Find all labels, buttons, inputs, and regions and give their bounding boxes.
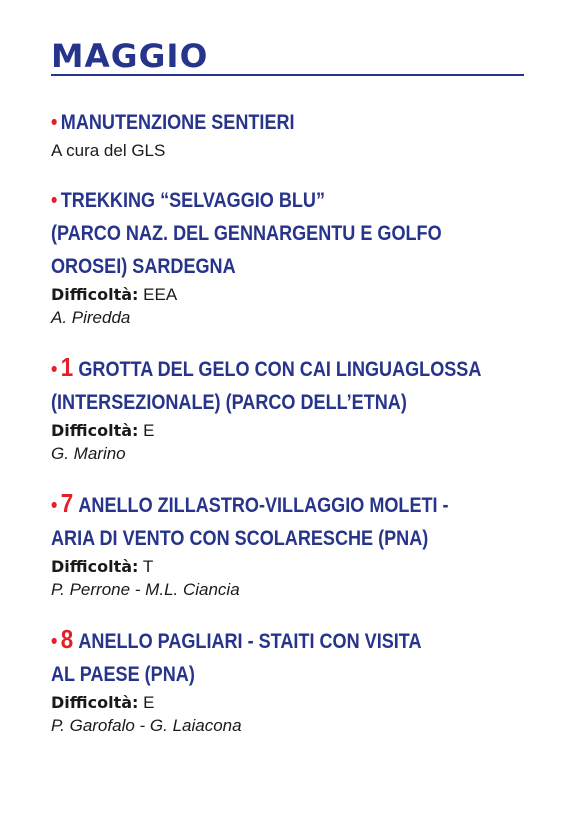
event-item [51,623,524,737]
bullet-icon: • [51,494,58,517]
event-title-text: TREKKING “SELVAGGIO BLU” [60,189,325,212]
difficulty-label: Difficoltà: [51,557,139,576]
event-title [51,351,533,419]
event-day: 8 [60,624,74,654]
difficulty-value: E [143,421,155,440]
event-title-line [51,487,533,522]
event-title-line: (PARCO NAZ. DEL GENNARGENTU E GOLFO [51,222,442,245]
event-title-line: ARIA DI VENTO CON SCOLARESCHE (PNA) [51,527,429,550]
event-item [51,351,524,465]
program-page [51,38,524,759]
difficulty-value: E [143,693,155,712]
event-leaders: G. Marino [51,444,126,463]
event-title [51,487,533,555]
event-day: 1 [60,352,74,382]
bullet-icon: • [51,630,58,653]
event-difficulty [51,691,524,714]
event-difficulty [51,555,524,578]
event-leaders: P. Perrone - M.L. Ciancia [51,580,240,599]
event-title-text: GROTTA DEL GELO CON CAI LINGUAGLOSSA [78,358,482,381]
month-header [51,38,524,76]
difficulty-label: Difficoltà: [51,693,139,712]
difficulty-value: T [142,557,154,576]
event-leaders: A. Piredda [51,308,131,327]
event-title-line [51,106,533,139]
event-item [51,184,524,329]
event-title-text: ANELLO ZILLASTRO-VILLAGGIO MOLETI - [78,494,449,517]
bullet-icon: • [51,358,58,381]
event-difficulty [51,419,524,442]
difficulty-label: Difficoltà: [51,285,139,304]
event-title [51,623,533,691]
event-title-line [51,184,533,217]
difficulty-value: EEA [143,285,178,304]
event-item [51,487,524,601]
event-title [51,184,533,283]
event-subtitle: A cura del GLS [51,141,166,160]
event-title [51,106,533,139]
event-title-line [51,351,533,386]
event-difficulty [51,283,524,306]
bullet-icon: • [51,189,58,212]
month-title: MAGGIO [51,37,209,75]
event-title-line [51,623,533,658]
event-day: 7 [60,488,74,518]
event-title-text: MANUTENZIONE SENTIERI [60,111,295,134]
event-title-line: OROSEI) SARDEGNA [51,255,236,278]
difficulty-label: Difficoltà: [51,421,139,440]
event-title-line: AL PAESE (PNA) [51,663,195,686]
event-title-text: ANELLO PAGLIARI - STAITI CON VISITA [78,630,422,653]
bullet-icon: • [51,111,58,134]
event-title-line: (INTERSEZIONALE) (PARCO DELL’ETNA) [51,391,407,414]
event-item [51,106,524,162]
event-leaders: P. Garofalo - G. Laiacona [51,716,242,735]
